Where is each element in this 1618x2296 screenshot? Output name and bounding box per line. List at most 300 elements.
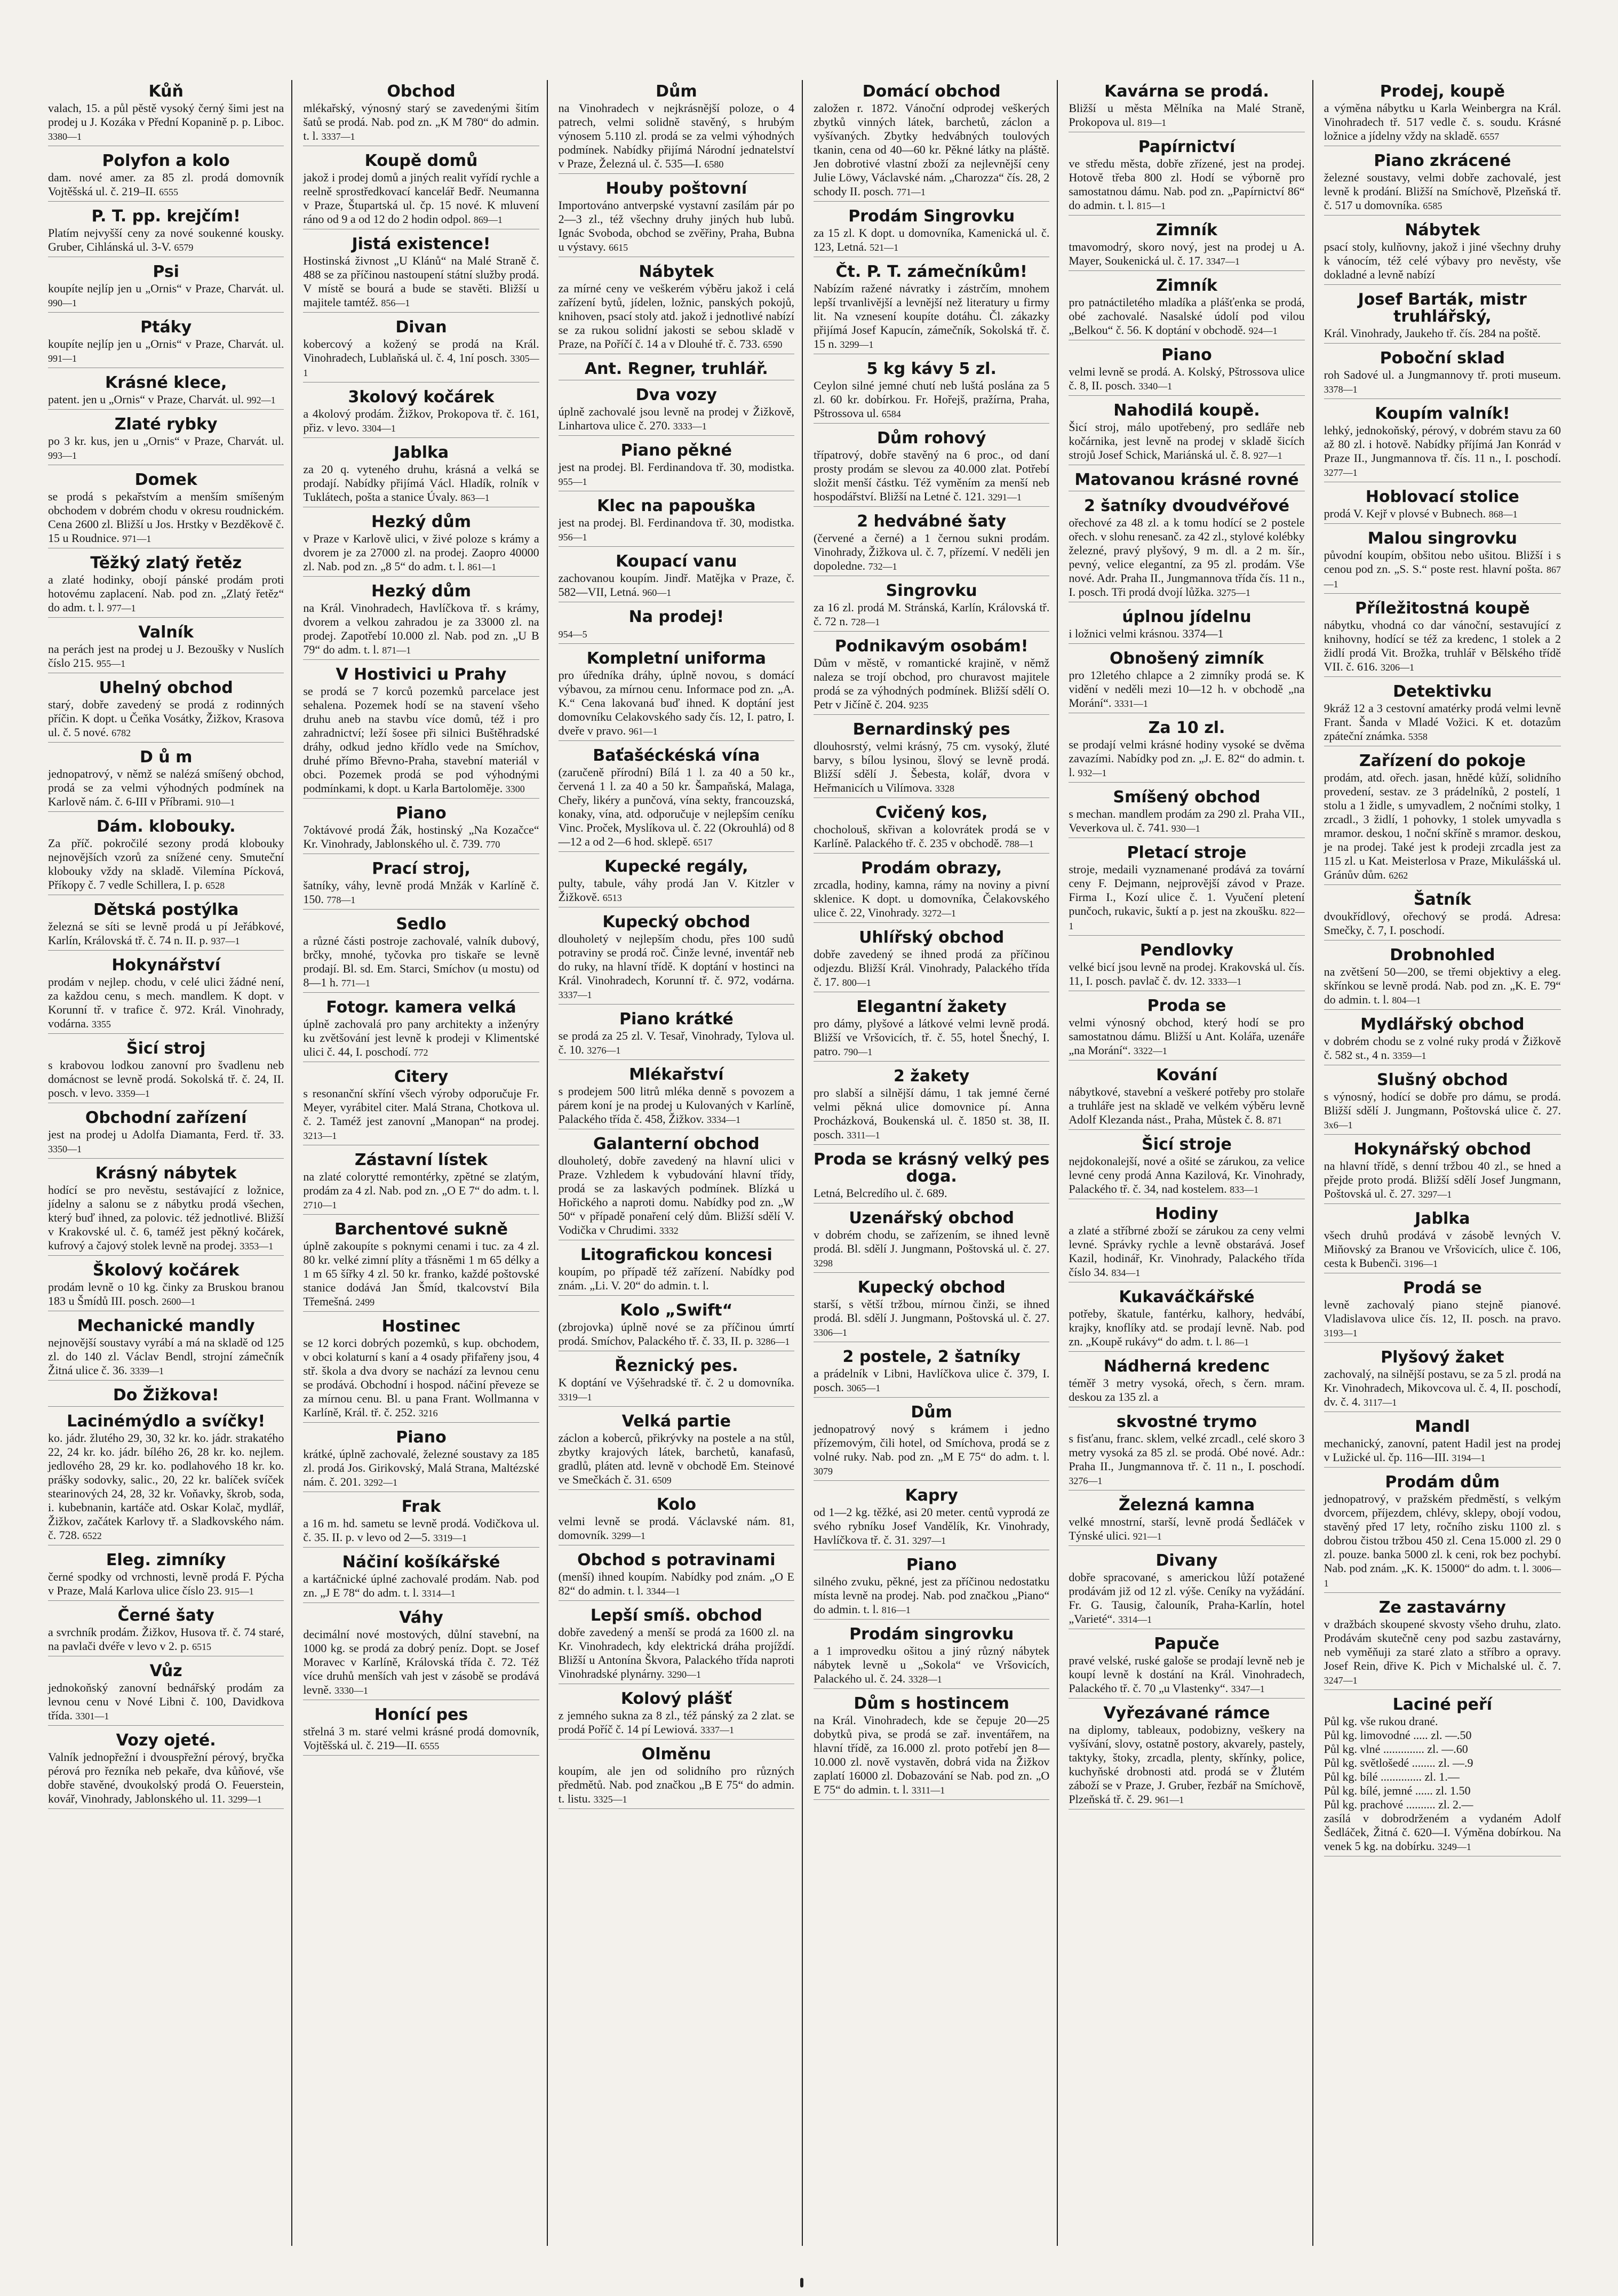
ad-title: Zařízení do pokoje [1359,752,1526,770]
ad-text: záclon a koberců, přikrývky na postele a na stůl, zbytky krajových látek, barchetů, kanafasů, gradlů, pláten atd. levně v obchodě Em. Steinové ve Smečkách č. 31. [558,1431,794,1486]
classified-ad [303,913,539,996]
ad-body [1069,807,1304,835]
classified-ad [1069,994,1304,1064]
classified-ad [559,1243,794,1299]
classified-ad [48,260,284,316]
ad-divider [559,1808,794,1809]
ad-divider [48,742,284,743]
ad-text: Dům v městě, v romantické krajině, v němž naleza se trojí obchod, pro churavost majitele prodá se za výhodných podmínek. Bližší sdělí O. Petr v Jičíně č. 204. [814,656,1050,711]
ad-title: Cvičený kos, [875,803,988,822]
ad-title: Hokynářství [111,956,220,975]
ad-code: 3334—1 [707,1114,741,1125]
classified-ad [48,149,284,205]
ad-divider [303,909,539,910]
ad-text: na Král. Vinohradech, kde se čepuje 20—25 dobytků piva, se prodá se zař. inventářem, na hlavní třídě, za 16.000 zl. proto potřebí jen 8—10.000 zl. nově vystavěn, dobrá vida na Žižkov zaplatí 16000 zl. Dobazování se Nab. pod zn. „O E 75“ do admin. t. l. [814,1713,1050,1796]
ad-code: 819—1 [1137,117,1167,128]
ad-body [48,573,284,615]
ad-body [1069,960,1304,988]
ad-code: 3065—1 [847,1383,881,1393]
ad-body [559,1029,794,1057]
classified-ad [559,911,794,1008]
ad-divider [559,1600,794,1601]
ad-body [814,1713,1049,1797]
ad-body [1069,1224,1304,1280]
classified-ad [48,954,284,1037]
ad-code: 3276—1 [1069,1476,1103,1486]
ad-divider [559,1739,794,1740]
classified-ad [303,1426,539,1495]
ad-body [303,934,539,990]
classified-ad [1069,647,1304,716]
ad-body [303,1517,539,1545]
ad-divider [1324,1689,1561,1690]
ad-body [1069,1376,1304,1405]
ad-code: 3117—1 [1364,1397,1397,1408]
ad-title: Krásné klece, [105,373,227,392]
ad-code: 992—1 [246,395,276,405]
ad-divider [559,1295,794,1296]
ad-text: ořechové za 48 zl. a k tomu hodící se 2 postele ořech. v slohu renesanč. za 42 zl., stylové kolébky železné, pravý plyšový, 9 m. dl. a 2 m. šír., pevný, velice elegantní, za 95 zl. prodám. Vše nové. Adr. Praha II., Jungmannova třída čís. 11 n., I. posch. Tři prodá dvojí lůžka. [1069,516,1305,599]
ad-code: 3079 [814,1466,833,1477]
ad-body [303,171,539,227]
ad-body [303,532,539,574]
ad-title: Náčiní košíkářské [342,1553,500,1572]
ad-text: valach, 15. a půl pěstě vysoký černý šimi jest na prodej u J. Kozáka v Přední Kopanině p. p. Liboc. [48,101,284,129]
classified-ad [814,926,1049,995]
ad-divider [1324,1592,1561,1593]
ad-code: 6615 [609,242,628,253]
classified-ad [1069,495,1304,605]
ad-title: Do Žižkova! [113,1386,219,1405]
ad-divider [814,1688,1049,1689]
classified-ad [1069,274,1304,344]
ad-text: starý, dobře zavedený se prodá z rodinných příčin. K dopt. u Čeňka Vosátky, Žižkov, Krasova ul. č. 5 nové. [48,698,284,739]
ad-divider [814,631,1049,632]
ad-title: 2 žakety [893,1067,970,1086]
ad-title: 2 šatníky dvoudvéřové [1083,497,1290,515]
ad-text: Za příč. pokročilé sezony prodá klobouky nejnovějších vzorů za snížené ceny. Smuteční klobouky vždy na skladě. Vilemína Pícková, Příkopy č. 7 vedle Schillera, I. p. [48,836,284,891]
classified-ad [1324,80,1561,149]
ad-code: 3297—1 [912,1535,946,1546]
ad-title: Prodá se [1402,1279,1482,1297]
ad-code: 921—1 [1133,1531,1162,1542]
ad-code: 3290—1 [667,1669,702,1680]
ad-title: Za 10 zl. [1148,719,1225,737]
ad-body [1324,368,1561,396]
ad-title: Kapry [905,1486,958,1505]
ad-body [814,947,1049,990]
ad-code: 3337—1 [321,131,355,142]
ad-text: nejnovější soustavy vyrábí a má na skladě od 125 zl. do 140 zl. Václav Bendl, strojní zámečník Žitná ulice č. 36. [48,1336,284,1377]
ad-body [1324,1090,1561,1132]
ad-code: 869—1 [473,214,503,225]
ad-title: Vůz [149,1662,182,1680]
ad-body [1324,1298,1561,1340]
classified-ad [1324,347,1561,402]
ad-code: 3337—1 [558,990,592,1000]
ad-code: 863—1 [460,492,490,503]
classified-ad [814,1065,1049,1148]
ad-title: Hoblovací stolice [1365,488,1519,506]
ad-title: Pletací stroje [1127,843,1247,862]
ad-divider [303,1214,539,1215]
ad-body [1324,101,1561,144]
ad-divider [1069,643,1304,644]
ad-text: chocholouš, skřivan a kolovrátek prodá se v Karlíně. Palackého tř. č. 235 v obchodě. [814,823,1050,850]
ad-text: (zbrojovka) úplně nové se za příčinou úmrtí prodá. Smíchov, Palackého tř. č. 33, II. p. [558,1320,794,1348]
ad-body [48,767,284,809]
ad-title: Jablka [1415,1209,1470,1228]
ad-code: 788—1 [1005,839,1034,849]
ad-code: 6584 [881,409,901,419]
ad-text: jest na prodej u Adolfa Diamanta, Ferd. tř. 33. [48,1128,284,1141]
ad-body [559,198,794,254]
ad-text: s krabovou lodkou zanovní pro švadlenu neb domácnost se levně prodá. Sokolská tř. č. 24, II. posch. v levo. [48,1058,284,1099]
ad-text: úplně zachovalá pro pany architekty a inženýry ku zvětšování jest levně k prodeji v Klimentské ulici č. 44, I. poschodí. [303,1017,539,1058]
ad-code: 861—1 [467,562,497,572]
classified-ad [1324,1069,1561,1138]
ad-text: dam. nové amer. za 85 zl. prodá domovník Vojtěšská ul. č. 219–II. [48,171,284,198]
ad-text: roh Sadové ul. a Jungmannovy tř. proti museum. [1324,368,1561,381]
ad-code: 833—1 [1230,1184,1259,1195]
ad-title: Uhlířský obchod [859,928,1005,947]
ad-code: 6555 [420,1741,440,1751]
classified-ad [303,316,539,386]
ad-title: Kompletní uniforma [586,649,766,668]
ad-title: Jistá existence! [352,235,491,253]
ad-text: psací stoly, kulňovny, jakož i jiné všechny druhy k vánocím, též celé výbavy pro nevěsty, vše dokladné a levně nabízí [1324,240,1561,281]
ad-code: 856—1 [381,298,410,308]
ad-text: s mechan. mandlem prodám za 290 zl. Praha VII., Veverkova ul. č. 741. [1069,807,1305,834]
ad-body [559,1320,794,1349]
ad-divider [48,1380,284,1381]
ad-body [559,1570,794,1598]
ad-divider [1069,395,1304,396]
classified-ad [559,1687,794,1743]
ad-body [1069,1570,1304,1627]
ad-body [48,171,284,199]
classified-ad [559,550,794,605]
ad-body [303,254,539,310]
ad-body [1069,1515,1304,1543]
ad-text: a kartáčnické úplné zachovalé prodám. Nab. pod zn. „J E 78“ do adm. t. l. [303,1572,539,1599]
ad-code: 3194—1 [1452,1453,1486,1463]
classified-ad [1324,1471,1561,1596]
ad-text: nejdokonalejší, nové a ošité se zárukou, za velice levné ceny prodá Anna Kazilová, Kr. Vinohrady, Palackého tř. č. 34, nad kostelem. [1069,1154,1305,1195]
ad-text: z jemného sukna za 8 zl., též pánský za 2 zlat. se prodá Poříč č. 14 pí Lewiová. [558,1709,794,1736]
ad-body [814,878,1049,920]
classified-ad [48,1660,284,1729]
ad-title: Piano [396,804,447,823]
ad-body [814,1228,1049,1270]
ad-code: 3331—1 [1114,698,1148,709]
ad-title: Singrovku [886,581,977,600]
ad-body [559,1431,794,1487]
classified-ad [303,386,539,441]
ad-text: dobře spracované, s americkou lůží potažené prodávám již od 12 zl. výše. Ceníky na vyžádání. Fr. G. Tausig, čalouník, Praha-Karlín, hotel „Varieté“. [1069,1570,1305,1625]
classified-ad [48,371,284,413]
ad-title: Fotogr. kamera velká [326,998,516,1017]
ink-mark [800,2278,803,2287]
classified-ad [1069,399,1304,468]
ad-text: pravé velské, ruské galoše se prodají levně neb je koupí levně k dostání na Král. Vinohradech, Palackého tř. č. 70 „u Vlastenky“. [1069,1654,1305,1695]
ad-divider [1069,782,1304,783]
ad-body [559,766,794,849]
ad-code: 6515 [192,1641,212,1652]
classified-ad [1324,750,1561,888]
classified-ad [1069,1286,1304,1355]
ad-code: 6528 [205,880,225,891]
classified-ad [303,580,539,663]
ad-text: dlouholetý v nejlepším chodu, přes 100 sudů potraviny se prodá roč. Činže levné, inventář neb do ruky, na hlavní třídě. K doptání v hostinci na Král. Vinohradech, Korunní tř. č. 972, vodárna. [558,932,794,987]
ad-text: černé spodky od vrchnosti, levně prodá F. Pýcha v Praze, Malá Karlova ulice číslo 23. [48,1570,284,1597]
ad-body [1069,668,1304,711]
ad-code: 6522 [82,1530,102,1541]
ad-text: decimální nové mostových, důlní stavební, na 1000 kg. se prodá za dobrý peníz. Dopt. se Josef Moravec v Karlíně, Královská třída č. 72. Též více druhů menších vah jest v zásobě se prodává levně. [303,1628,539,1696]
ad-divider [303,1422,539,1423]
ad-title: Školový kočárek [92,1261,240,1280]
ad-divider [303,1311,539,1312]
ad-body [303,337,539,380]
ad-body [48,1280,284,1309]
ad-text: pulty, tabule, váhy prodá Jan V. Kitzler v Žižkově. [558,876,794,904]
ad-code: 3213—1 [303,1130,337,1141]
ad-text: Bližší u města Mělníka na Malé Straně, Prokopova ul. [1069,101,1305,129]
ad-title: Slušný obchod [1376,1071,1508,1089]
ad-code: 3193—1 [1324,1328,1358,1338]
ad-code: 3306—1 [814,1327,847,1338]
ad-title: Vozy ojeté. [116,1731,216,1750]
ad-text: Valník jednopřežní i dvouspřežní pérový, bryčka pérová pro řezníka neb pekaře, dva kůňové, vše dobře stavěné, dvoukolský prodá O. Feuerstein, kovář, Vinohrady, Jablonského ul. 11. [48,1750,284,1805]
ad-text: pro slabší a silnější dámu, 1 tak jemné černé velmi pěkná ulice domovnice pí. Anna Procházková, Boukenská ul. č. 1850 st. 38, II. posch. [814,1086,1050,1141]
ad-title: Psi [153,262,179,281]
classified-ad [1069,841,1304,939]
ad-divider [814,1144,1049,1145]
ad-body [559,1154,794,1238]
classified-ad [559,260,794,357]
ad-body [1069,420,1304,463]
ad-divider [559,435,794,436]
classified-ad [48,1037,284,1106]
ad-body [1069,365,1304,393]
ad-code: 6580 [704,159,724,170]
ad-body [559,1764,794,1806]
ad-text: Platím nejvyšší ceny za nové soukenné kousky. Gruber, Cihlánská ul. 3-V. [48,226,284,253]
ad-divider [814,1397,1049,1398]
ad-body [1324,1034,1561,1063]
ad-code: 3314—1 [421,1588,456,1599]
ad-divider [303,1755,539,1756]
ad-text: a výměna nábytku u Karla Weinbergra na Král. Vinohradech tř. 517 vedle č. s. soudu. Krásné ložnice a jídelny vždy na skladě. [1324,101,1561,142]
ad-divider [1324,343,1561,344]
ad-code: 993—1 [48,450,77,461]
ad-text: na diplomy, tableaux, podobizny, veškery na vyšívání, slovy, ostatně postory, akvarely, pastely, taktyky, štoky, zrcadla, plenty, skřínky, police, kuchyňské drobnosti atd. prodá se v Žlutém záboží se v Praze, J. Gruber, řezbář na Smíchově, Plzeňská tř. č. 29. [1069,1723,1305,1806]
ad-code: 3333—1 [1208,976,1242,987]
classified-ad [48,1259,284,1314]
classified-ad [48,1384,284,1410]
ad-title: Váhy [399,1608,443,1627]
ad-text: na Vinohradech v nejkrásnější poloze, o 4 patrech, velmi solidně stavěný, s hrubým výnosem 5.110 zl. prodá se za velmi výhodných podmínek. Nabídky přijímá Národní jednatelství v Praze, Železná ul. č. 535—I. [558,101,794,170]
ad-title: Jablka [393,443,449,462]
ad-divider [48,1600,284,1601]
ad-divider [1069,270,1304,271]
ad-title: Elegantní žakety [856,998,1007,1016]
ad-body [48,1570,284,1598]
ad-text: za 16 zl. prodá M. Stránská, Karlín, Královská tř. č. 72 n. [814,601,1050,628]
classified-ad [559,1493,794,1549]
ad-body [48,1058,284,1101]
ad-body [814,656,1049,712]
classified-ad [1069,786,1304,841]
ad-code: 3300 [505,784,525,794]
ad-body [1069,516,1304,600]
ad-title: Šicí stroje [1142,1135,1232,1154]
classified-ad [559,495,794,550]
ad-text: za 15 zl. K dopt. u domovníka, Kamenická ul. č. 123, Letná. [814,226,1050,253]
ad-text: i ložnici velmi krásnou. 3374—1 [1069,627,1224,640]
classified-ad [1069,344,1304,399]
ad-text: pro 12letého chlapce a 2 zimníky prodá se. K vidění v neděli mezi 10—12 h. v obchodě „na Morání“. [1069,668,1305,709]
ad-title: Kolový plášť [620,1689,732,1708]
classified-ad [48,1162,284,1259]
ad-divider [1069,1351,1304,1352]
classified-ad [559,1354,794,1410]
ad-title: P. T. pp. krejčím! [91,207,241,226]
ad-code: 2710—1 [303,1200,337,1210]
ad-code: 3359—1 [1392,1050,1426,1061]
ad-divider [814,1480,1049,1481]
classified-ad [1324,1693,1561,1860]
classified-ad [814,205,1049,260]
ad-divider [1324,1009,1561,1010]
ad-text: za mírné ceny ve veškerém výběru jakož i celá zařízení bytů, jídelen, ložnic, panských pokojů, knihoven, psací stoly atd. jakož i jednotlivé nabízí se za rukou solidní jakosti se sebou skladě v Praze, na Poříčí č. 14 a v Dlouhé tř. č. 733. [558,282,794,350]
ad-code: 3292—1 [363,1477,397,1488]
column-6 [1319,80,1568,2246]
ad-title: Prodám dům [1385,1473,1500,1492]
ad-title: Nahodilá koupě. [1113,401,1260,420]
ad-title: Galanterní obchod [593,1135,760,1153]
ad-title: Sedlo [396,915,447,934]
ad-body [1069,157,1304,213]
ad-title: Prodej, koupě [1380,82,1505,101]
ad-divider [303,437,539,438]
ad-text: nábytkové, stavební a veškeré potřeby pro stolaře a truhláře jest na skladě ve velkém výběru levně Adolf Klezanda nást., Praha, Můstek č. 8. [1069,1085,1305,1126]
ad-code: 9235 [909,700,929,711]
ad-title: Proda se [1147,996,1226,1015]
ad-code: 6517 [693,837,713,848]
ad-text: Král. Vinohrady, Jaukeho tř. čís. 284 na poště. [1324,326,1541,340]
ad-text: téměř 3 metry vysoká, ořech, s čern. mram. deskou za 135 zl. a [1069,1376,1305,1404]
ad-body [1324,1492,1561,1590]
classified-ad [559,439,794,495]
ad-code: 3311—1 [911,1785,945,1796]
ad-text: jednopatrový nový s krámem i jedno přízemovým, čili hotel, od Smíchova, prodá se z volné ruky. Nab. pod zn. „M E 75“ do adm. t. l. [814,1422,1050,1463]
ad-text: se 12 korci dobrých pozemků, s kup. obchodem, v obci kolaturní s kaní a 4 osady přifařeny jsou, 4 stř. škola a dva dvory se nachází za levnou cenu se prodává. Obchodní i hospod. náčiní převeze se za mírnou cenu. Bl. u pana Frant. Wollmanna v Karlíně, Král. tř. č. 252. [303,1336,539,1419]
ad-divider [48,1725,284,1726]
ad-code: 955—1 [97,658,126,669]
ad-title: Šatník [1413,890,1471,909]
ad-code: 3299—1 [228,1794,262,1805]
classified-ad [303,1495,539,1551]
ad-body [1324,240,1561,282]
ad-code: 3305—1 [303,353,539,378]
ad-text: lehký, jednokoňský, pérový, v dobrém stavu za 60 až 80 zl. i hotově. Nabídky příjímá Jan Konrád v Praze II., Jungmannova tř. čís. 11 n., I. poschodí. [1324,424,1561,465]
ad-divider [48,1406,284,1407]
ad-text: hodící se pro nevěstu, sestávající z ložnice, jídelny a salonu se z nábytku prodá všechen, který buď ihned, za polovic. též jednotlivé. Bližší v Krakovské ul. č. 6, taméž jest pěkný kočárek, kufrový a čajový stolek levně na prodej. [48,1183,284,1252]
ad-title: úplnou jídelnu [1122,608,1252,626]
ad-body [48,1431,284,1543]
ad-code: 3247—1 [1324,1675,1358,1686]
classified-ad [1069,939,1304,994]
ad-text: v dobrém chodu se z volné ruky prodá v Žižkově č. 582 st., 4 n. [1324,1034,1561,1062]
ad-title: Dám. klobouky. [96,817,236,836]
ad-code: 815—1 [1137,201,1166,211]
ad-text: Šicí stroj, málo upotřebený, pro sedláře neb kočárnika, jest levně na prodej v skladě šicích strojů Josef Schick, Mariánská ul. č. 8. [1069,420,1305,461]
ad-text: na hlavní třídě, s denní tržbou 40 zl., se hned a přejde proto prodá. Bližší sdělí Josef Jungmann, Poštovská ul. č. 27. [1324,1159,1561,1200]
ad-title: Piano krátké [619,1010,734,1029]
ad-text: a zlaté a stříbrné zboží se zárukou za ceny velmi levné. Správky rychle a levně obstarává. Josef Kazil, hodinář, Kr. Vinohrady, Palackého třída číslo 34. [1069,1224,1305,1279]
ad-divider [814,1061,1049,1062]
classified-ad [303,1218,539,1315]
ad-title: Dům s hostincem [854,1694,1009,1713]
ad-code: 5358 [1408,731,1428,742]
ad-code: 955—1 [558,476,587,487]
ad-title: Kování [1156,1066,1217,1085]
ad-title: Kolo [656,1495,696,1514]
ad-code: 6262 [1389,870,1408,881]
ad-title: Matovanou krásné rovné [1074,471,1299,489]
ad-title: Mechanické mandly [77,1317,255,1335]
ad-code: 6782 [111,728,131,738]
ad-text: 9kráž 12 a 3 cestovní amatérky prodá velmi levně Frant. Šanda v Mladé Vožici. K et. dotazům zpáteční známka. [1324,701,1561,743]
ad-code: 3298 [814,1258,833,1269]
ad-title: Obchod s potravinami [577,1551,776,1569]
ad-text: jakož i prodej domů a jiných realit vyřídí rychle a reelně sprostředkovací kancelář Bedř. Neumanna v Praze, Štupartská ul. čp. 15 nové. K mluvení ráno od 9 a od 12 do 2 hodin odpol. [303,171,539,226]
ad-title: Obchodní zařízení [85,1109,247,1127]
classified-ad [814,1484,1049,1553]
ad-text: velmi levně se prodá. A. Kolský, Pštrossova ulice č. 8, II. posch. [1069,365,1305,392]
ad-title: Drobnohled [1390,946,1495,964]
ad-code: 960—1 [642,587,672,598]
ad-body [48,920,284,948]
classified-ad [48,898,284,954]
ad-divider [48,201,284,202]
ad-title: Krásný nábytek [95,1164,237,1183]
classified-ad [559,744,794,855]
ad-title: Těžký zlatý řetěz [90,554,242,572]
ad-body [814,1575,1049,1617]
ad-title: Koupím valník! [1375,404,1510,423]
ad-body [48,836,284,892]
classified-ad [1324,680,1561,750]
ad-code: 3350—1 [48,1144,82,1154]
classified-ad [814,1553,1049,1623]
ad-body [814,739,1049,795]
ad-title: Domácí obchod [862,82,1001,101]
ad-code: 3355 [91,1019,111,1030]
ad-code: 871 [1268,1115,1282,1126]
classified-ad [303,80,539,149]
ad-body [814,282,1049,352]
classified-ad [1069,1494,1304,1549]
ad-body [48,975,284,1031]
classified-ad [1324,288,1561,347]
ad-body [48,642,284,671]
ad-body [48,282,284,310]
ad-body [1324,1229,1561,1271]
ad-divider [559,1489,794,1490]
ad-code: 3353—1 [240,1241,274,1251]
